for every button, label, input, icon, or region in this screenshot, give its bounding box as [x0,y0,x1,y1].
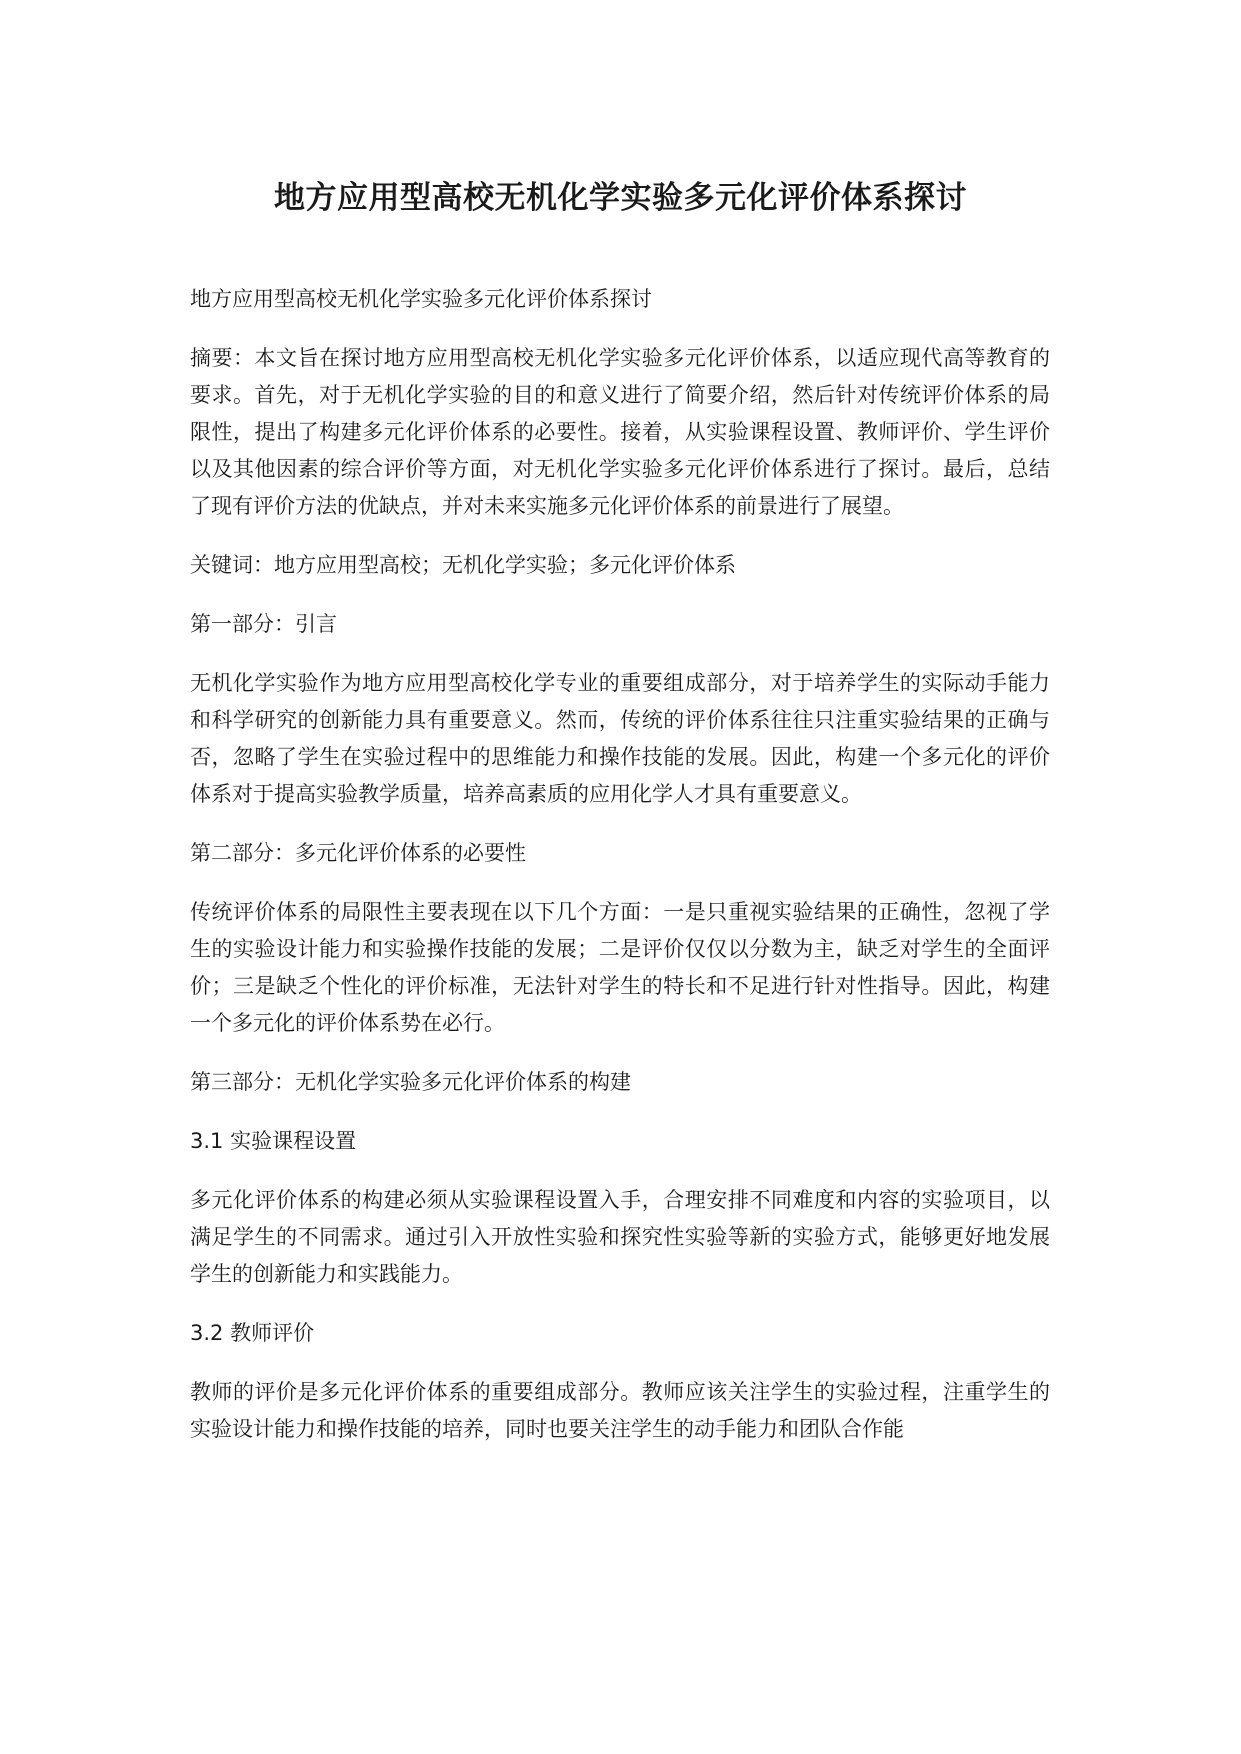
subsection-heading-3-2: 3.2 教师评价 [190,1321,315,1345]
teacher-evaluation-paragraph: 教师的评价是多元化评价体系的重要组成部分。教师应该关注学生的实验过程，注重学生的实验设计能力和操作技能的培养，同时也要关注学生的动手能力和团队合作能 [190,1380,1050,1441]
course-setting-paragraph: 多元化评价体系的构建必须从实验课程设置入手，合理安排不同难度和内容的实验项目，以满足学生的不同需求。通过引入开放性实验和探究性实验等新的实验方式，能够更好地发展学生的创新能力和实践能力。 [190,1188,1050,1286]
section-heading-3: 第三部分：无机化学实验多元化评价体系的构建 [190,1070,631,1094]
section-heading-1: 第一部分：引言 [190,612,337,636]
subtitle-paragraph: 地方应用型高校无机化学实验多元化评价体系探讨 [190,287,652,311]
keywords-paragraph: 关键词：地方应用型高校；无机化学实验；多元化评价体系 [190,553,736,577]
document-body [190,281,1050,1470]
intro-paragraph: 无机化学实验作为地方应用型高校化学专业的重要组成部分，对于培养学生的实际动手能力和科学研究的创新能力具有重要意义。然而，传统的评价体系往往只注重实验结果的正确与否，忽略了学生在实验过程中的思维能力和操作技能的发展。因此，构建一个多元化的评价体系对于提高实验教学质量，培养高素质的应用化学人才具有重要意义。 [190,671,1050,806]
necessity-paragraph: 传统评价体系的局限性主要表现在以下几个方面：一是只重视实验结果的正确性，忽视了学生的实验设计能力和实验操作技能的发展；二是评价仅仅以分数为主，缺乏对学生的全面评价；三是缺乏个性化的评价标准，无法针对学生的特长和不足进行针对性指导。因此，构建一个多元化的评价体系势在必行。 [190,900,1050,1035]
subsection-heading-3-1: 3.1 实验课程设置 [190,1129,357,1153]
abstract-paragraph: 摘要：本文旨在探讨地方应用型高校无机化学实验多元化评价体系，以适应现代高等教育的要求。首先，对于无机化学实验的目的和意义进行了简要介绍，然后针对传统评价体系的局限性，提出了构建多元化评价体系的必要性。接着，从实验课程设置、教师评价、学生评价以及其他因素的综合评价等方面，对无机化学实验多元化评价体系进行了探讨。最后，总结了现有评价方法的优缺点，并对未来实施多元化评价体系的前景进行了展望。 [190,346,1050,518]
section-heading-2: 第二部分：多元化评价体系的必要性 [190,841,526,865]
document-title: 地方应用型高校无机化学实验多元化评价体系探讨 [274,180,967,216]
